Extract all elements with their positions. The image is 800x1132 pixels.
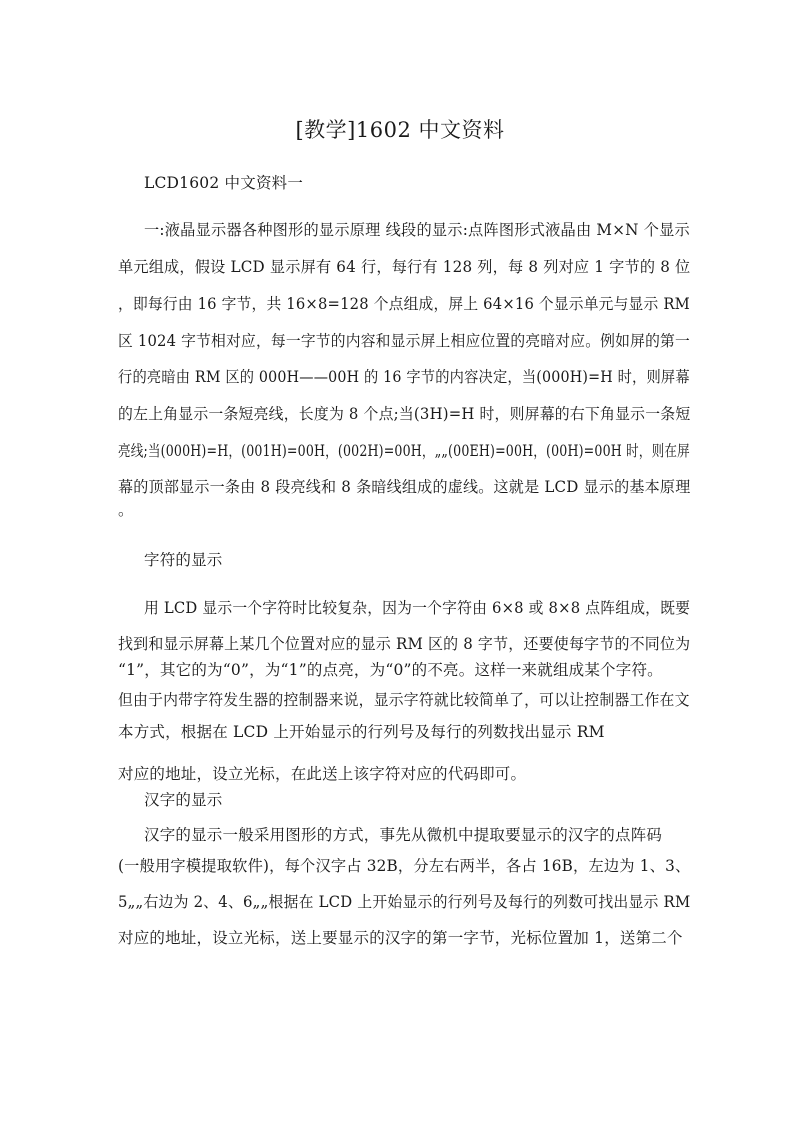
paragraph-line: 一:液晶显示器各种图形的显示原理 线段的显示:点阵图形式液晶由 M×N 个显示: [144, 221, 690, 239]
paragraph-line: 单元组成，假设 LCD 显示屏有 64 行，每行有 128 列，每 8 列对应 1 字节的 8 位: [118, 258, 691, 276]
paragraph-line: 行的亮暗由 RM 区的 000H——00H 的 16 字节的内容决定，当(000H)=H 时，则屏幕: [118, 368, 690, 386]
paragraph-line: (一般用字模提取软件)，每个汉字占 32B，分左右两半，各占 16B，左边为 1、3、: [118, 857, 691, 875]
paragraph-line: 找到和显示屏幕上某几个位置对应的显示 RM 区的 8 字节，还要使每字节的不同位为: [118, 635, 691, 653]
section-heading: 字符的显示: [144, 551, 223, 569]
paragraph-line: 亮线;当(000H)=H，(001H)=00H，(002H)=00H，„„(00EH)=00H，(00H)=00H 时，则在屏: [118, 442, 690, 460]
paragraph-line: 区 1024 字节相对应，每一字节的内容和显示屏上相应位置的亮暗对应。例如屏的第一: [118, 332, 690, 350]
paragraph-line: “1”，其它的为“0”，为“1”的点亮，为“0”的不亮。这样一来就组成某个字符。: [118, 661, 663, 679]
paragraph-line: 。: [118, 501, 134, 519]
paragraph-line: 本方式，根据在 LCD 上开始显示的行列号及每行的列数找出显示 RM: [118, 723, 605, 741]
paragraph-line: 的左上角显示一条短亮线，长度为 8 个点;当(3H)=H 时，则屏幕的右下角显示一条短: [118, 405, 691, 423]
paragraph-line: 对应的地址，设立光标，在此送上该字符对应的代码即可。: [118, 765, 527, 783]
paragraph-line: 汉字的显示一般采用图形的方式，事先从微机中提取要显示的汉字的点阵码: [144, 826, 663, 844]
paragraph-line: 5„„右边为 2、4、6„„根据在 LCD 上开始显示的行列号及每行的列数可找出显示 RM: [118, 893, 691, 911]
document-title: [教学]1602 中文资料: [295, 118, 505, 142]
paragraph-line: 幕的顶部显示一条由 8 段亮线和 8 条暗线组成的虚线。这就是 LCD 显示的基本原理: [118, 478, 691, 496]
paragraph-line: 但由于内带字符发生器的控制器来说，显示字符就比较简单了，可以让控制器工作在文: [118, 691, 690, 709]
document-subtitle: LCD1602 中文资料一: [144, 174, 304, 192]
paragraph-line: 用 LCD 显示一个字符时比较复杂，因为一个字符由 6×8 或 8×8 点阵组成，既要: [144, 599, 691, 617]
section-heading: 汉字的显示: [144, 791, 223, 809]
paragraph-line: 对应的地址，设立光标，送上要显示的汉字的第一字节，光标位置加 1，送第二个: [118, 929, 683, 947]
paragraph-line: ，即每行由 16 字节，共 16×8=128 个点组成，屏上 64×16 个显示单元与显示 RM: [118, 295, 690, 313]
